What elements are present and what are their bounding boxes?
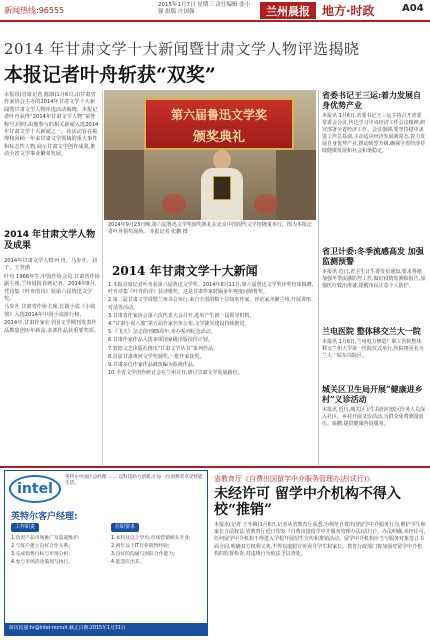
person-head [213,150,231,170]
list-item: 2.与客户建立良好合作关系; [11,544,70,549]
banner-line: 颁奖典礼 [192,130,245,145]
flower-decoration [162,194,186,214]
right-story [322,326,426,360]
date-line: 2015年1月7日 星期三 责任编辑 张小强 组版 庄国强 [158,2,251,15]
lead-paragraph: 本报讯(首席记者 陈康)1月6日,由甘肃省作家协会主办的2014年甘肃文学十大新闻暨甘肃文学人物评选活动揭晓。本报记者叶舟获得“2014年甘肃文学人物”荣誉称号,同时,由他参与的相关新闻入选2014年甘肃文学十大新闻之一。该活动旨在梳理和回顾一年来甘肃文学领域的重大事件和标志性人物,展示甘肃文学创作成果,推动全省文学事业繁荣发展。 [4,92,99,158]
newspaper-logo: 兰州晨报 [260,2,316,19]
right-story [322,90,426,155]
story-body: 本报讯 1月6日,兰州电力修造厂职工医院整体移交兰州大学第一医院仪式举行,医院将更名为兰大一院东岗院区。 [322,339,424,359]
ad-footer: 简历投递:hr@intel-recruit 截止日期:2015年1月31日 [5,623,207,635]
photo-background [276,150,316,220]
news-item: 2.第二届甘肃文学周暨兰州书会举行,来自全国的数十位知名作家、评论家齐聚兰州,开展讲座、对话等活动。 [108,297,316,311]
award-winner [199,150,245,220]
news-item: 4.“甘肃小说八骏”第五届作家名单公布,文学陇军建设持续推进。 [108,321,250,328]
list-item: 3.良好的沟通与团队合作能力; [111,552,175,557]
masthead [0,0,430,22]
right-story [322,384,426,428]
banner-line: 第六届鲁迅文学奖 [170,108,267,122]
hotline: 新闻热线:96555 [4,6,65,15]
list-item: 3.完成销售目标与市场分析; [11,552,70,557]
story-title: 省卫计委:冬季流感高发 加强监测预警 [322,246,424,266]
story-kicker: 省教育厅《自费出国留学中介服务管理办法(试行)》 [214,475,374,483]
ad-duties [11,535,107,567]
right-story [322,246,426,290]
intel-advertisement [4,470,208,636]
intel-logo: intel [9,475,61,503]
story-body: 本报讯(记者 王冬梅)1月6日,记者从省教育厅获悉,为规范自费出国留学中介服务行为,维护学生和家长合法权益,省教育厅近日印发《自费出国留学中介服务管理办法(试行)》。办法明确,未经许可,任何留学中介机构不得进入学校开展招生宣传和推销活动。留学中介机构应当与服务对象签订书面合同,明确双方权利义务,不得以虚假宣传误导学生和家长。教育行政部门将加强对留学中介机构的监督检查,对违规行为依法予以查处。 [214,522,426,557]
award-plaque [213,176,231,200]
story-body: 本报讯 近日,城关区卫生局组织辖区医务人员深入社区、乡村开展义诊活动,为群众免费测量血压、血糖,提供健康咨询服务。 [322,407,426,427]
story-headline: 未经许可 留学中介机构不得入校“推销” [214,486,401,518]
main-kicker: 2014 年甘肃文学十大新闻暨甘肃文学人物评选揭晓 [4,40,360,58]
section-divider [0,466,430,468]
section-name: 地方·时政 [322,4,375,18]
list-item: 4.能适应出差。 [111,560,145,565]
people-list [4,258,100,336]
main-headline: 本报记者叶舟斩获“双奖” [4,64,216,86]
list-item: 4.参与市场活动策划与执行。 [11,560,74,565]
photo-caption: 2014年9月23日晚,第六届鲁迅文学奖颁奖典礼在北京中国现代文学馆隆重举行。图为本报记者叶舟领奖现场。 本报记者 张鹏 摄 [108,222,312,235]
news-list-title: 2014 年甘肃文学十大新闻 [112,264,258,278]
ad-label: 任职要求 [111,523,139,532]
news-item: 7.敦煌文艺出版社推出“甘肃文学丛书”系列作品。 [108,345,218,352]
ad-label: 工作职责 [11,523,39,532]
list-item: 2014年,甘肃作家在全国文学期刊发表作品数量创历年新高,多部作品获重要奖项。 [4,320,100,334]
news-item: 8.首届甘肃黄河文学奖颁奖,一批作家获奖。 [108,353,205,360]
list-item: 1.本科及以上学历,市场营销相关专业; [111,536,191,541]
list-item: 1.负责产品市场推广及渠道维护; [11,536,80,541]
news-item: 10.全省文学创作研讨会在兰州召开,研讨甘肃文学发展路径。 [108,370,243,377]
subheading: 2014 年甘肃文学人物及成果 [4,230,96,251]
news-item: 1.本报首席记者叶舟获第六届鲁迅文学奖。2014年8月11日,第六届鲁迅文学奖评奖结果揭晓,叶舟诗集《叶舟的诗》获诗歌奖。这是甘肃作家时隔多年再度问鼎鲁奖。 [108,282,314,296]
ad-intro: 英特尔中国区总经理 …… 以科技助力创新,让每一位消费者享受智能生活。 [65,475,203,486]
story-title: 兰电医院 整体移交兰大一院 [322,326,421,336]
list-item: 2.两年以上IT行业销售经验; [111,544,170,549]
column-divider [318,90,319,465]
story-title: 城关区卫生局开展“健康进乡村”义诊活动 [322,384,423,404]
story-body: 本报讯 近日,省卫生计生委发布通知,要求各地加强冬季流感防控工作,做好疫情监测和报告,加强医疗救治准备,提醒市民注意个人防护。 [322,269,426,289]
ad-requirements [111,535,207,567]
news-item: 9.甘肃多位作家作品被改编为影视作品。 [108,362,198,369]
list-item: 马步升 甘肃省作协主席,长篇小说《小收煞》入选2014年中国小说排行榜。 [4,304,96,318]
flower-decoration [254,194,278,214]
story-title: 省委书记王三运:着力发展自身优势产业 [322,90,421,110]
photo-background [104,150,144,220]
list-item: 叶舟 1966年生,中国作协会员,甘肃省作协副主席,兰州晨报首席记者。2014年8月,凭诗集《叶舟的诗》获第六届鲁迅文学奖。 [4,273,100,303]
news-item: 3.甘肃省作家协会第六次代表大会召开,选举产生新一届领导机构。 [108,312,255,319]
story-body: 本报讯 1月6日,省委书记王三运主持召开省委常委会会议,传达学习中央经济工作会议精神,研究部署全省经济工作。会议强调,要坚持稳中求进工作总基调,主动适应经济发展新常态,着力发展自身优势产业,推动转型升级,确保全省经济持续健康发展和社会和谐稳定。 [322,113,426,154]
page-number: A04 [402,3,424,14]
news-item: 5.《飞天》杂志创刊65周年,举办系列纪念活动。 [108,329,216,336]
award-banner [144,98,294,150]
news-item: 6.甘肃作家作品入选多项国家级出版扶持计划。 [108,337,213,344]
ad-headline: 英特尔客户经理: [11,512,78,522]
list-item: 2014年甘肃文学人物:叶舟、马步升、刘子、王登渤 [4,258,97,272]
column-divider [102,90,103,465]
award-photo [104,90,316,220]
news-list [108,282,316,378]
